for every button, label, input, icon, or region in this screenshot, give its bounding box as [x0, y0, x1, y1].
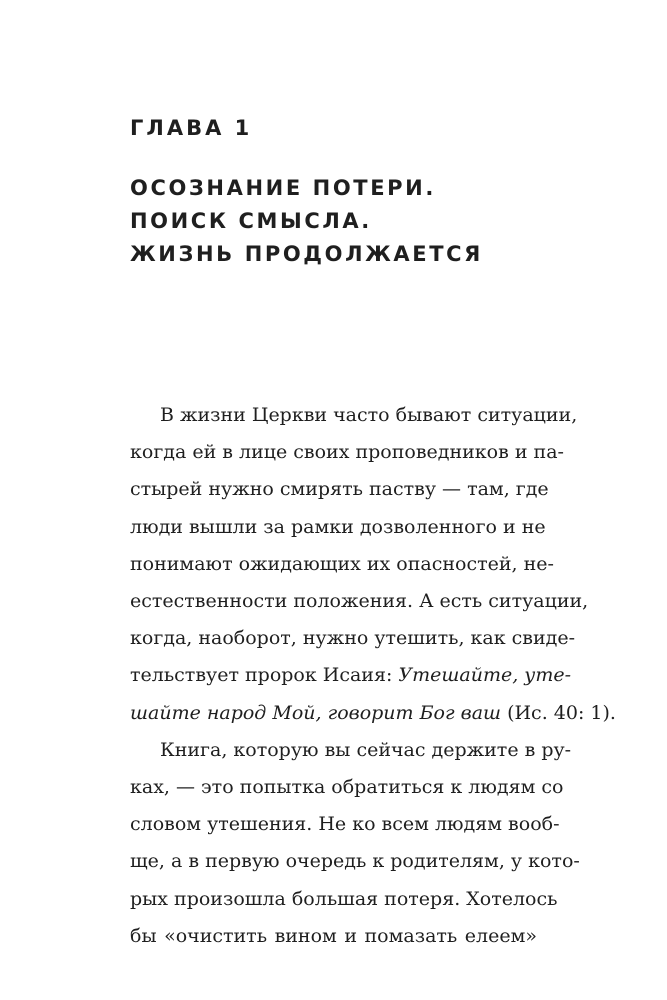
text-line: когда ей в лице своих проповедников и па-: [130, 441, 564, 464]
text-line: [130, 657, 572, 694]
text-line: словом утешения. Не ко всем людям вооб-: [130, 813, 560, 836]
text-line: естественности положения. А есть ситуации,: [130, 590, 589, 613]
text-run: тельствует пророк Исаия:: [130, 664, 399, 687]
chapter-label: ГЛАВА 1: [130, 116, 253, 140]
text-line: когда, наоборот, нужно утешить, как свиде-: [130, 627, 576, 650]
chapter-title-line: ПОИСК СМЫСЛА.: [130, 209, 372, 233]
text-line: стырей нужно смирять паству — там, где: [130, 478, 549, 501]
quote-italic: Утешайте, уте-: [398, 664, 572, 687]
text-line: [130, 695, 616, 732]
body-text: [130, 397, 616, 955]
paragraph-1: [130, 397, 616, 732]
paragraph-2: [130, 732, 580, 955]
text-line: В жизни Церкви часто бывают ситуации,: [160, 404, 578, 426]
chapter-title: [130, 172, 483, 271]
chapter-title-line: ОСОЗНАНИЕ ПОТЕРИ.: [130, 176, 436, 200]
text-line: понимают ожидающих их опасностей, не-: [130, 552, 554, 575]
text-line: рых произошла большая потеря. Хотелось: [130, 887, 558, 910]
citation: (Ис. 40: 1).: [501, 701, 616, 724]
text-line: ще, а в первую очередь к родителям, у кото-: [130, 850, 580, 873]
chapter-title-line: ЖИЗНЬ ПРОДОЛЖАЕТСЯ: [130, 242, 483, 266]
quote-italic: шайте народ Мой, говорит Бог ваш: [130, 701, 502, 724]
text-line: ках, — это попытка обратиться к людям со: [130, 776, 564, 799]
text-line: Книга, которую вы сейчас держите в ру-: [160, 738, 572, 761]
text-line: люди вышли за рамки дозволенного и не: [130, 515, 546, 538]
text-line: бы «очистить вином и помазать елеем»: [130, 924, 537, 947]
